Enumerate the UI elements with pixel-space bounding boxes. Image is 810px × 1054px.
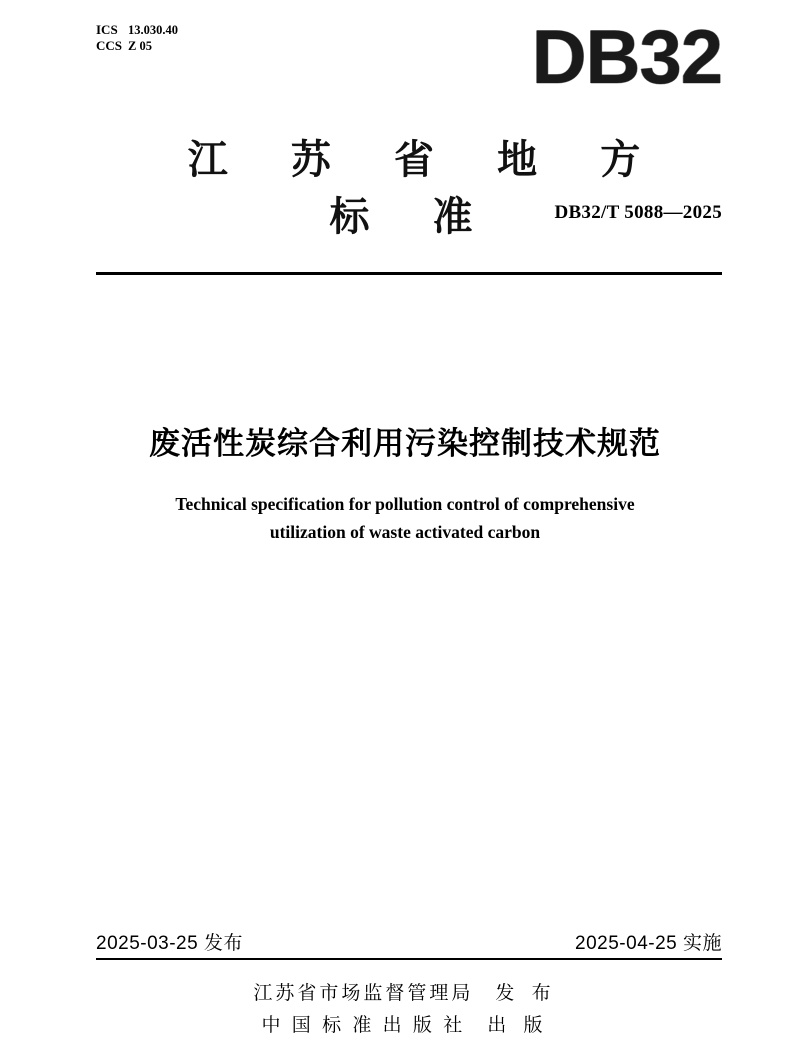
publisher-line-1 xyxy=(0,978,810,1010)
issue-date: 2025-03-25 发布 xyxy=(96,933,243,954)
document-title-english xyxy=(105,490,705,546)
publisher-primary-name: 江苏省市场监督管理局 xyxy=(253,983,474,1004)
ccs-value: Z 05 xyxy=(128,39,152,53)
publisher-secondary-verb: 出 版 xyxy=(487,1015,549,1036)
header-divider xyxy=(96,272,722,275)
province-standard-title: 江 苏 省 地 方 标 准 xyxy=(187,138,667,239)
document-title-english-line2: utilization of waste activated carbon xyxy=(269,522,541,542)
publisher-line-2 xyxy=(0,1010,810,1042)
ics-label: ICS xyxy=(96,22,118,37)
publisher-block xyxy=(0,978,810,1042)
header-zone xyxy=(96,15,722,239)
effective-date: 2025-04-25 实施 xyxy=(575,933,722,954)
db32-logo: DB32 xyxy=(531,15,722,100)
ccs-label: CCS xyxy=(96,38,123,53)
standard-number: DB32/T 5088—2025 xyxy=(554,202,722,223)
publisher-secondary-name: 中 国 标 准 出 版 社 xyxy=(261,1015,466,1036)
footer-divider xyxy=(96,958,722,960)
document-title-english-line1: Technical specification for pollution control of comprehensive xyxy=(175,494,635,514)
ics-value: 13.030.40 xyxy=(128,23,178,37)
document-title-chinese: 废活性炭综合利用污染控制技术规范 xyxy=(149,426,661,461)
publisher-primary-verb: 发 布 xyxy=(495,983,557,1004)
